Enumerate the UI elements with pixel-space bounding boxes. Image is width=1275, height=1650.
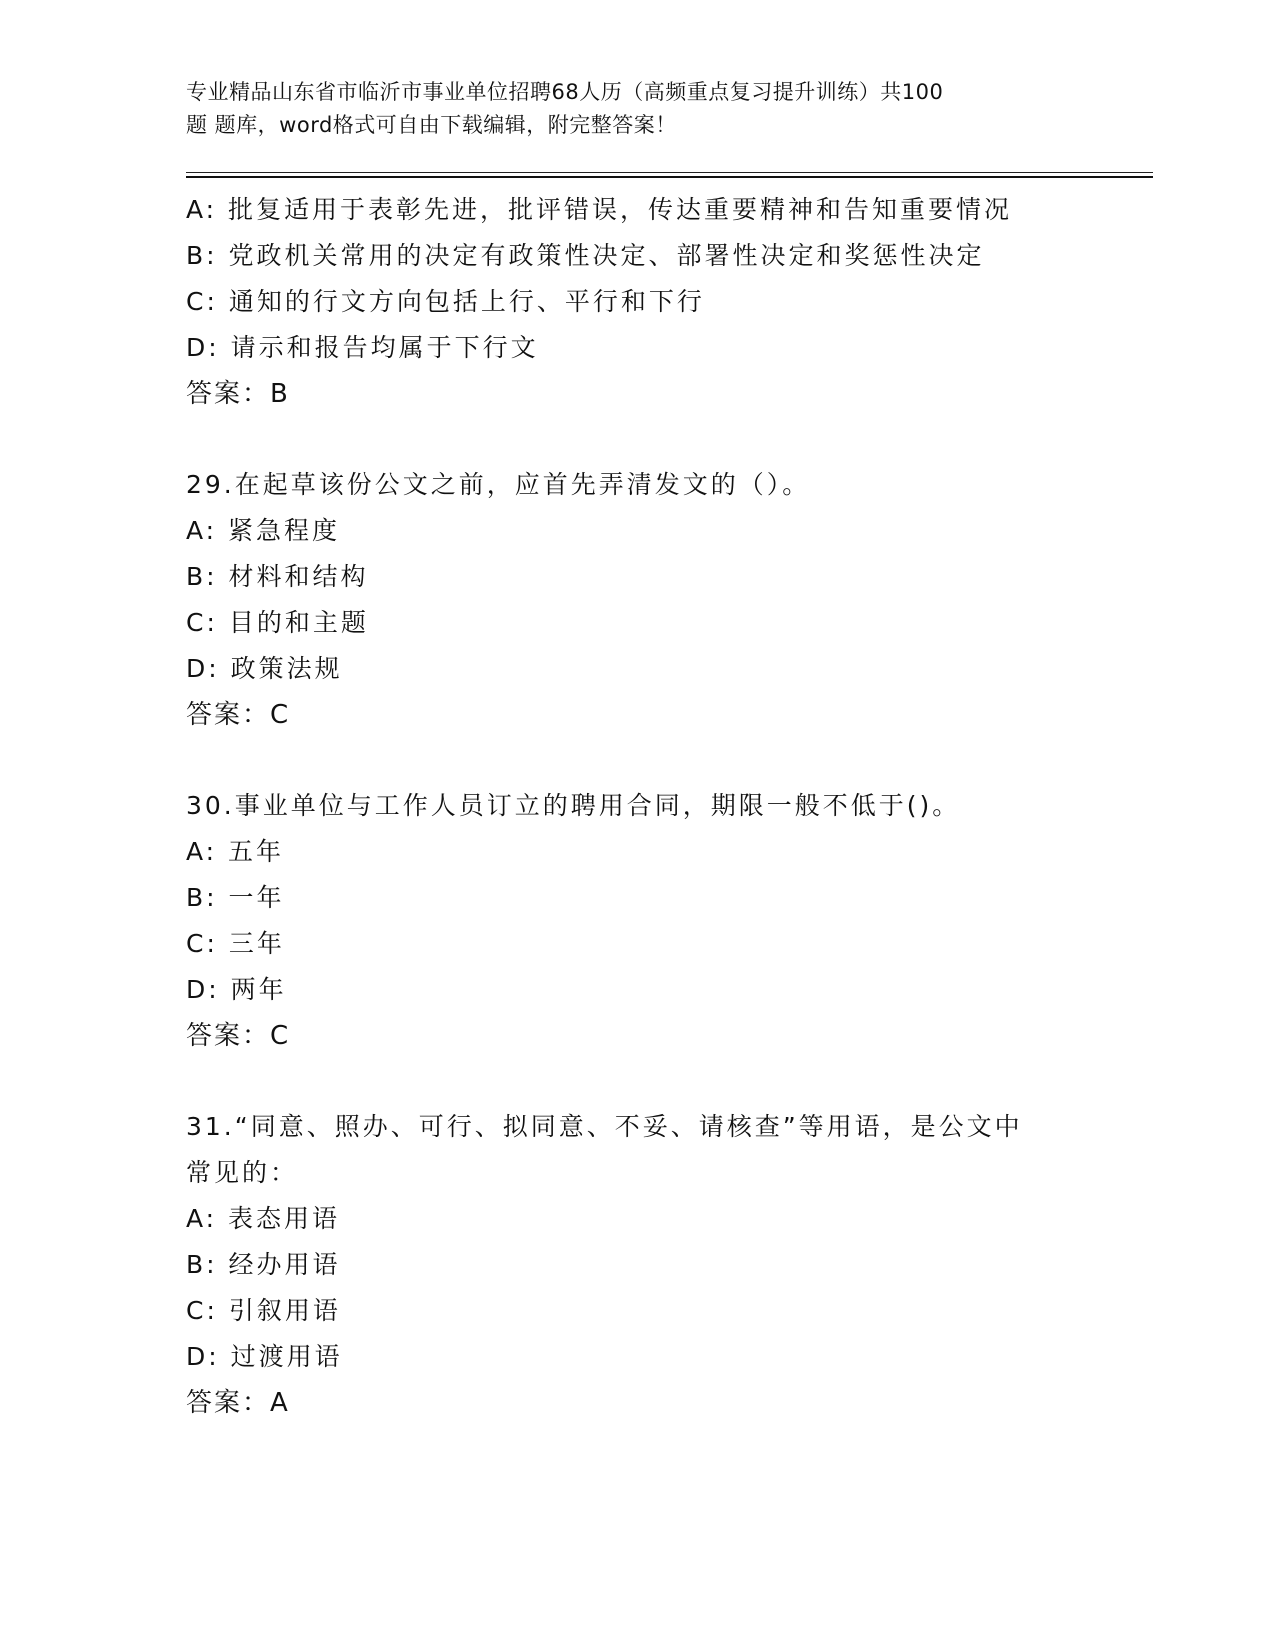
question-stem: 30.事业单位与工作人员订立的聘用合同，期限一般不低于()。	[186, 791, 961, 820]
option-a: A: 表态用语	[186, 1204, 341, 1233]
header-divider-top	[186, 172, 1153, 173]
question-stem: 29.在起草该份公文之前，应首先弄清发文的（）。	[186, 470, 811, 499]
question-29	[186, 462, 1136, 738]
header-title-line-2: 题 题库，word格式可自由下载编辑，附完整答案！	[186, 113, 677, 137]
header-divider-bottom	[186, 176, 1153, 178]
option-a: A: 批复适用于表彰先进，批评错误，传达重要精神和告知重要情况	[186, 195, 1013, 224]
option-c: C: 引叙用语	[186, 1296, 341, 1325]
answer-text: 答案：C	[186, 700, 291, 730]
option-d: D: 两年	[186, 975, 287, 1004]
option-c: C: 通知的行文方向包括上行、平行和下行	[186, 287, 705, 316]
question-stem-line-2: 常见的：	[186, 1158, 299, 1187]
option-d: D: 过渡用语	[186, 1342, 343, 1371]
question-list	[186, 187, 1136, 1426]
header-title-line-1: 专业精品山东省市临沂市事业单位招聘68人历（高频重点复习提升训练）共100	[186, 80, 944, 104]
option-c: C: 三年	[186, 929, 285, 958]
answer-text: 答案：A	[186, 1388, 290, 1418]
question-28-continuation	[186, 187, 1136, 417]
option-d: D: 请示和报告均属于下行文	[186, 333, 539, 362]
option-a: A: 五年	[186, 837, 285, 866]
option-d: D: 政策法规	[186, 654, 343, 683]
option-b: B: 材料和结构	[186, 562, 369, 591]
answer-text: 答案：B	[186, 379, 290, 409]
answer-text: 答案：C	[186, 1021, 291, 1051]
option-b: B: 经办用语	[186, 1250, 341, 1279]
question-30	[186, 783, 1136, 1059]
question-31	[186, 1104, 1136, 1426]
option-b: B: 党政机关常用的决定有政策性决定、部署性决定和奖惩性决定	[186, 241, 985, 270]
option-b: B: 一年	[186, 883, 285, 912]
option-a: A: 紧急程度	[186, 516, 341, 545]
option-c: C: 目的和主题	[186, 608, 369, 637]
question-stem-line-1: 31.“同意、照办、可行、拟同意、不妥、请核查”等用语，是公文中	[186, 1112, 1023, 1141]
document-header	[186, 76, 1086, 142]
